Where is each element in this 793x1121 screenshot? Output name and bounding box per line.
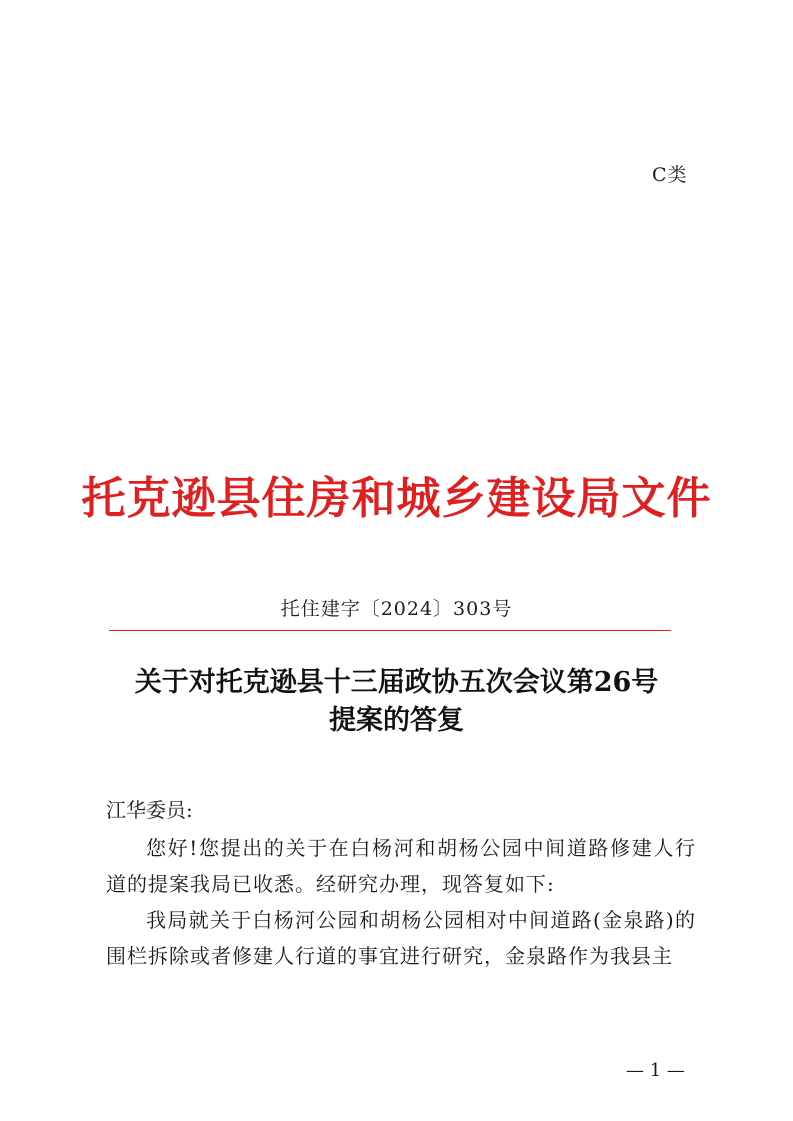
body-text — [106, 830, 696, 974]
issuer-header: 托克逊县住房和城乡建设局文件 — [81, 473, 712, 524]
page-number: — 1 — — [626, 1060, 685, 1081]
classification-label: C类 — [652, 164, 688, 186]
reply-title — [0, 664, 793, 740]
reply-title-line-2: 提案的答复 — [329, 705, 464, 736]
reply-title-line-1: 关于对托克逊县十三届政协五次会议第26号 — [134, 667, 659, 698]
body-paragraph-2: 我局就关于白杨河公园和胡杨公园相对中间道路(金泉路)的围栏拆除或者修建人行道的事宜进行研究，金泉路作为我县主 — [106, 908, 696, 968]
document-number: 托住建字〔2024〕303号 — [280, 598, 513, 620]
red-divider-line — [109, 630, 671, 631]
body-paragraph-1: 您好!您提出的关于在白杨河和胡杨公园中间道路修建人行道的提案我局已收悉。经研究办理，现答复如下: — [106, 836, 696, 896]
salutation: 江华委员: — [106, 798, 193, 822]
